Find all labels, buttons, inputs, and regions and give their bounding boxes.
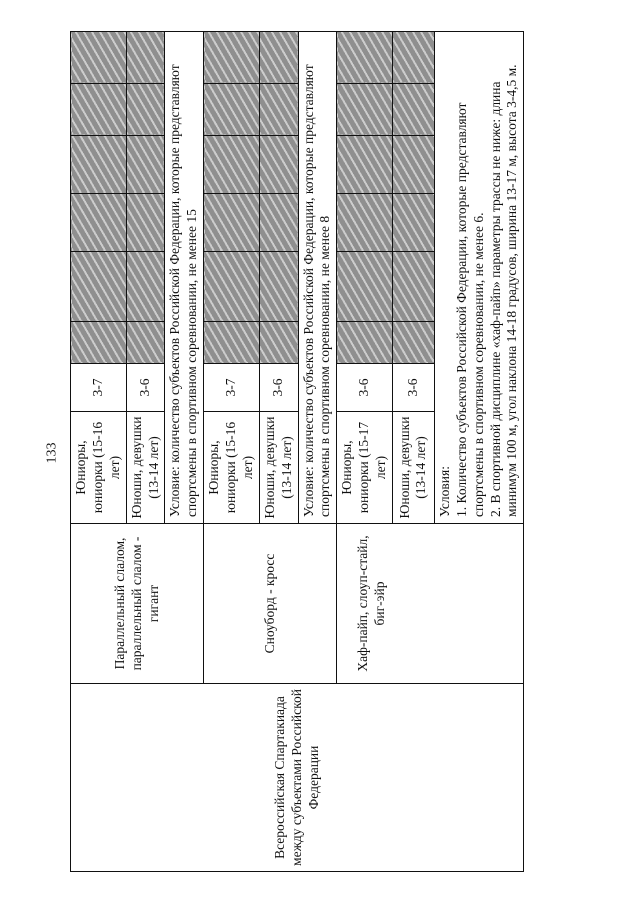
rotated-table-wrapper [70,32,520,872]
shaded-cell [71,252,127,322]
value-cell: 3-7 [71,364,127,412]
value-cell: 3-6 [392,364,434,412]
shaded-cell [126,194,165,252]
condition-cell: Условие: количество субъектов Российской Федерации, которые представляют спортсмены в спортивном соревновании, не менее 15 [165,32,204,524]
group-cell: Юноши, девушки (13-14 лет) [259,412,298,524]
shaded-cell [337,322,393,364]
group-cell: Юниоры, юниорки (15-16 лет) [71,412,127,524]
shaded-cell [259,84,298,136]
value-cell: 3-6 [337,364,393,412]
table-row [71,32,127,872]
shaded-cell [337,84,393,136]
group-cell: Юниоры, юниорки (15-17 лет) [337,412,393,524]
shaded-cell [259,322,298,364]
shaded-cell [126,136,165,194]
shaded-cell [392,84,434,136]
page-number [40,442,64,464]
shaded-cell [204,252,260,322]
shaded-cell [126,322,165,364]
shaded-cell [126,32,165,84]
group-cell: Юноши, девушки (13-14 лет) [392,412,434,524]
shaded-cell [259,136,298,194]
shaded-cell [259,252,298,322]
shaded-cell [204,84,260,136]
shaded-cell [204,136,260,194]
shaded-cell [71,194,127,252]
discipline-cell: Параллельный слалом, параллельный слалом - гигант [71,524,204,684]
value-cell: 3-6 [259,364,298,412]
discipline-cell: Сноуборд - кросс [204,524,337,684]
shaded-cell [259,32,298,84]
shaded-cell [337,194,393,252]
conditions-title: Условия: [436,466,452,517]
conditions-cell [434,32,523,524]
shaded-cell [392,32,434,84]
shaded-cell [71,32,127,84]
shaded-cell [337,252,393,322]
shaded-cell [71,322,127,364]
shaded-cell [392,136,434,194]
event-cell: Всероссийская Спартакиада между субъектами Российской Федерации [71,684,524,872]
shaded-cell [71,84,127,136]
condition-item: 1. Количество субъектов Российской Федерации, которые представляют спортсмены в спортивном соревновании, не менее 6. [453,102,486,517]
shaded-cell [126,252,165,322]
shaded-cell [204,32,260,84]
competition-table [70,31,524,872]
shaded-cell [392,194,434,252]
shaded-cell [204,322,260,364]
shaded-cell [337,136,393,194]
page-number-text: 133 [44,442,59,464]
shaded-cell [259,194,298,252]
group-cell: Юноши, девушки (13-14 лет) [126,412,165,524]
discipline-cell: Хаф-пайп, слоуп-стайл, биг-эйр [337,524,524,684]
value-cell: 3-7 [204,364,260,412]
value-cell: 3-6 [126,364,165,412]
shaded-cell [392,252,434,322]
shaded-cell [204,194,260,252]
condition-item: 2. В спортивной дисциплине «хаф-пайп» параметры трассы не ниже: длина минимум 100 м, угол наклона 14-18 градусов, ширина 13-17 м, высота 3-4,5 м. [487,64,520,517]
shaded-cell [126,84,165,136]
condition-cell: Условие: количество субъектов Российской Федерации, которые представляют спортсмены в спортивном соревновании, не менее 8 [298,32,337,524]
shaded-cell [337,32,393,84]
group-cell: Юниоры, юниорки (15-16 лет) [204,412,260,524]
shaded-cell [392,322,434,364]
shaded-cell [71,136,127,194]
